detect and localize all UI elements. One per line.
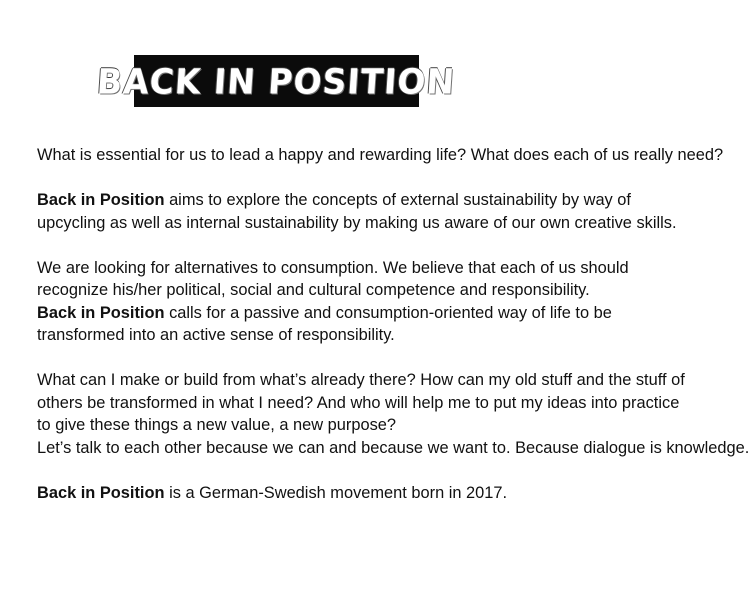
calls-line-1-text: calls for a passive and consumption-oriented way of life to be <box>164 303 612 322</box>
aims-paragraph <box>37 189 745 234</box>
questions-line-1: What can I make or build from what’s already there? How can my old stuff and the stuff of <box>37 371 685 389</box>
logo-text: BACK IN POSITION <box>96 60 457 102</box>
aims-line-2: upcycling as well as internal sustainability by making us aware of our own creative skills. <box>37 213 677 232</box>
alternatives-paragraph <box>37 257 745 302</box>
questions-line-2: others be transformed in what I need? And who will help me to put my ideas into practice <box>37 393 680 412</box>
movement-line-1 <box>37 482 745 505</box>
aims-line-1 <box>37 189 745 212</box>
calls-line-1 <box>37 302 745 325</box>
questions-paragraph <box>37 369 750 459</box>
intro-line-1: What is essential for us to lead a happy and rewarding life? What does each of us really need? <box>37 146 724 164</box>
brand-name: Back in Position <box>37 483 165 502</box>
calls-paragraph <box>37 302 745 347</box>
alternatives-line-2: recognize his/her political, social and cultural competence and responsibility. <box>37 281 590 299</box>
questions-line-4: Let’s talk to each other because we can and because we want to. Because dialogue is knowledge. <box>37 438 750 457</box>
alternatives-line-1: We are looking for alternatives to consumption. We believe that each of us should <box>37 258 629 277</box>
intro-question <box>37 144 745 167</box>
movement-paragraph <box>37 482 745 505</box>
brand-name: Back in Position <box>37 191 165 209</box>
brand-name: Back in Position <box>37 303 165 322</box>
back-in-position-logo <box>96 55 457 107</box>
questions-line-3: to give these things a new value, a new purpose? <box>37 416 397 434</box>
main-text <box>37 144 750 504</box>
movement-line-1-text: is a German-Swedish movement born in 2017. <box>164 483 508 502</box>
calls-line-2: transformed into an active sense of responsibility. <box>37 326 395 344</box>
aims-line-1-text: aims to explore the concepts of external sustainability by way of <box>164 191 631 209</box>
